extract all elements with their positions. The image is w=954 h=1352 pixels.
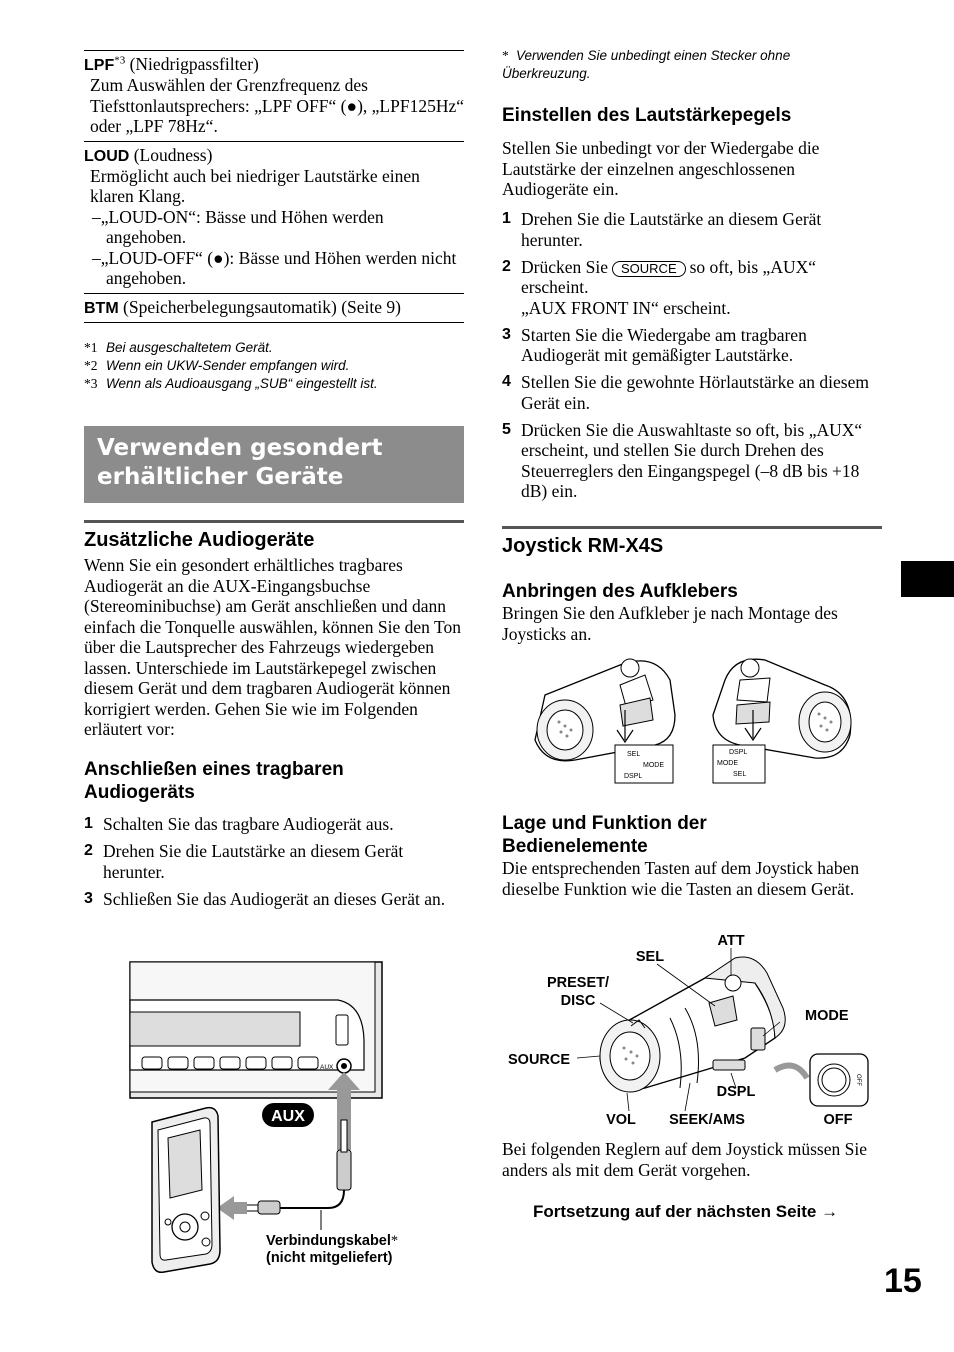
plug-note: * Verwenden Sie unbedingt einen Stecker ohne Überkreuzung. — [502, 48, 791, 81]
joystick-left-mount — [535, 659, 675, 783]
term-desc: (Speicherbelegungsautomatik) (Seite 9) — [118, 296, 401, 317]
connect-steps — [84, 814, 464, 916]
term-loud: LOUD — [84, 147, 130, 165]
aux-connection-figure — [128, 960, 388, 1275]
svg-text:DSPL: DSPL — [729, 749, 748, 756]
portable-audio-player — [152, 1108, 220, 1273]
def-dash-item: –„LOUD-ON“: Bässe und Höhen werden angehoben. — [92, 206, 384, 247]
svg-text:DSPL: DSPL — [624, 773, 643, 780]
svg-text:SEL: SEL — [733, 771, 747, 778]
step-item: 1 Schalten Sie das tragbare Audiogerät aus. — [84, 814, 394, 834]
svg-text:VOL: VOL — [606, 1112, 636, 1128]
footnote: *2 Wenn ein UKW-Sender empfangen wird. — [84, 358, 350, 373]
svg-text:MODE: MODE — [717, 760, 738, 767]
svg-text:AUX: AUX — [271, 1108, 305, 1125]
chapter-tab — [901, 561, 954, 597]
paragraph-controls: Die entsprechenden Tasten auf dem Joystick haben dieselbe Funktion wie die Tasten an diesem Gerät. — [502, 858, 860, 899]
joystick-controls-figure — [505, 928, 885, 1133]
joystick-right-mount — [713, 659, 851, 783]
term-desc: (Niedrigpassfilter) — [125, 54, 259, 74]
heading-joystick: Joystick RM-X4S — [502, 535, 664, 557]
section-rule — [84, 520, 464, 523]
source-key: SOURCE — [612, 261, 686, 277]
arrow-left — [217, 1196, 248, 1220]
term-lpf: LPF — [84, 57, 115, 74]
aux-small-label: AUX — [320, 1064, 334, 1071]
def-lpf — [84, 50, 464, 141]
footnote: *3 Wenn als Audioausgang „SUB“ eingestellt ist. — [84, 376, 378, 391]
svg-text:OFF: OFF — [855, 1074, 861, 1086]
def-text: Zum Auswählen der Grenzfrequenz des Tiefsttonlautsprechers: „LPF OFF“ (●), „LPF125Hz“ oder „LPF 78Hz“. — [90, 75, 464, 136]
step-item: 4 Stellen Sie die gewohnte Hörlautstärke an diesem Gerät ein. — [502, 372, 869, 413]
svg-text:SEL: SEL — [627, 751, 641, 758]
step-item: 3 Starten Sie die Wiedergabe am tragbaren Audiogerät mit gemäßigter Lautstärke. — [502, 324, 807, 365]
svg-text:OFF: OFF — [823, 1112, 853, 1128]
heading-sticker: Anbringen des Aufklebers — [502, 581, 738, 602]
step-item: 2 Drücken Sie SOURCE so oft, bis „AUX“ erscheint. „AUX FRONT IN“ erscheint. — [502, 256, 816, 318]
svg-text:PRESET/: PRESET/ — [546, 975, 610, 991]
footnote-ref: *3 — [114, 54, 126, 67]
step-item: 1 Drehen Sie die Lautstärke an diesem Gerät herunter. — [502, 209, 822, 250]
joystick-body — [600, 957, 785, 1092]
heading-controls: Lage und Funktion der Bedienelemente — [502, 813, 707, 857]
step-item: 2 Drehen Sie die Lautstärke an diesem Gerät herunter. — [84, 841, 404, 882]
svg-text:MODE: MODE — [805, 1008, 849, 1024]
section-rule — [502, 526, 882, 529]
step-item: 5 Drücken Sie die Auswahltaste so oft, bis „AUX“ erscheint, und stellen Sie durch Drehen des Steuerreglers den Eingangspegel (–8 dB bis +18 dB) ein. — [502, 419, 863, 501]
def-btm — [84, 293, 464, 323]
svg-text:MODE: MODE — [643, 762, 664, 769]
term-desc: (Loudness) — [129, 144, 213, 165]
cable — [238, 1120, 351, 1230]
footnote: *1 Bei ausgeschaltetem Gerät. — [84, 340, 273, 355]
term-btm: BTM — [84, 299, 119, 317]
svg-text:SOURCE: SOURCE — [508, 1052, 571, 1068]
section-title: Verwenden gesondert erhältlicher Geräte — [84, 426, 464, 503]
paragraph-differences: Bei folgenden Reglern auf dem Joystick müssen Sie anders als mit dem Gerät vorgehen. — [502, 1139, 867, 1180]
svg-text:DSPL: DSPL — [716, 1084, 756, 1100]
aux-badge — [262, 1103, 314, 1127]
svg-text:ATT: ATT — [717, 933, 745, 949]
paragraph-audio: Wenn Sie ein gesondert erhältliches tragbares Audiogerät an die AUX-Eingangsbuchse (Stereominibuchse) am Gerät anschließen und dann einfach die Tonquelle auswählen, können Sie den Ton über die Lautsprecher des Fahrzeugs wiedergeben lassen. Unterschiede im Lautstärkepegel zwischen diesem Gerät und dem tragbaren Audiogerät können korrigiert werden. Gehen Sie wie im Folgenden erläutert vor: — [84, 555, 461, 739]
svg-text:SEL: SEL — [635, 949, 665, 965]
paragraph-level: Stellen Sie unbedingt vor der Wiedergabe die Lautstärke der einzelnen angeschlossenen Audiogeräte ein. — [502, 138, 820, 199]
heading-level: Einstellen des Lautstärkepegels — [502, 105, 792, 126]
level-steps — [502, 209, 882, 508]
paragraph-sticker: Bringen Sie den Aufkleber je nach Montage des Joysticks an. — [502, 603, 838, 644]
off-switch — [775, 1054, 868, 1106]
step-item: 3 Schließen Sie das Audiogerät an dieses Gerät an. — [84, 888, 446, 909]
svg-text:DISC: DISC — [560, 993, 596, 1009]
continued-note: Fortsetzung auf der nächsten Seite → — [533, 1202, 839, 1221]
def-dash-item: –„LOUD-OFF“ (●): Bässe und Höhen werden nicht angehoben. — [92, 247, 457, 288]
svg-text:SEEK/AMS: SEEK/AMS — [669, 1112, 745, 1128]
def-loud — [84, 141, 464, 293]
arrow-right-icon: → — [821, 1202, 839, 1221]
footnotes — [84, 339, 464, 393]
sticker-figure — [525, 650, 865, 790]
definition-list — [84, 50, 464, 323]
cable-caption: Verbindungskabel* (nicht mitgeliefert) — [266, 1233, 399, 1266]
def-text: Ermöglicht auch bei niedriger Lautstärke einen klaren Klang. — [90, 165, 420, 206]
heading-connect: Anschließen eines tragbaren Audiogeräts — [84, 759, 344, 803]
heading-audio: Zusätzliche Audiogeräte — [84, 529, 315, 551]
page-number: 15 — [884, 1262, 922, 1300]
